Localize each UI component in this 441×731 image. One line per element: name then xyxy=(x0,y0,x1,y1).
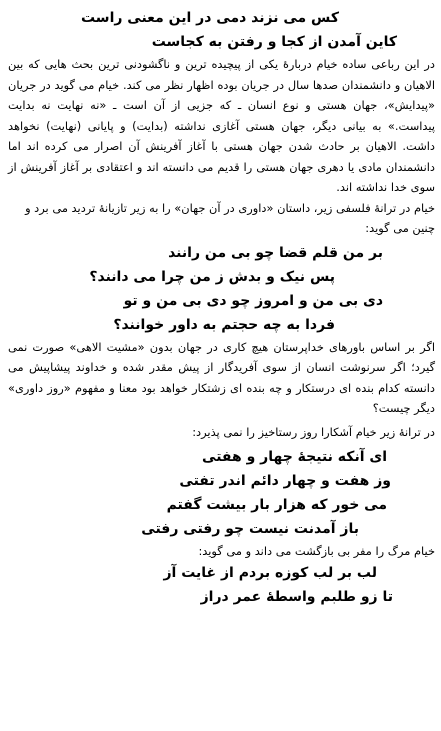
quatrain-1-line-3: دی بی من و امروز چو دی بی من و تو xyxy=(123,292,383,309)
paragraph-2: اگر بر اساس باورهای خداپرستان هیچ کاری در جهان بدون «مشیت الاهی» صورت نمی گیرد؛ اگر سرنوشت انسان از سوی آفریدگار از پیش مقدر شده و خداوند پیشاپیش می دانسته کدام بنده ای درستکار و چه بنده ای زشتکار خواهد بود معنا و مفهوم «روز داوری» دیگر چیست؟ xyxy=(8,339,435,415)
quatrain-3-line-2: تا زو طلبم واسطهٔ عمر دراز xyxy=(200,588,393,605)
book-page xyxy=(8,6,435,725)
verse-intro-3: خیام مرگ را مفر بی بازگشت می داند و می گوید: xyxy=(198,543,435,558)
opening-verse-2: کاین آمدن از کجا و رفتن به کجاست xyxy=(151,34,397,50)
quatrain-1-line-4: فردا به چه حجتم به داور خوانند؟ xyxy=(113,316,335,333)
quatrain-1-line-1: بر من قلم قضا چو بی من رانند xyxy=(168,244,383,261)
paragraph-1: در این رباعی ساده خیام دربارهٔ یکی از پیچیده ترین و ناگشودنی ترین بحث هایی که بین الاهیان و دانشمندان صدها سال در جریان بوده اظهار نظر می کند. خیام می گوید در جریان «پیدایش»، جهان هستی و نوع انسان ـ که جزیی از آن است ـ «نه نهایت نه بدایت پیداست.» به بیانی دیگر، جهان هستی آغازی نداشته (بدایت) و پایانی (نهایت) نخواهد داشت. الاهیان بر حادث شدن جهان هستی با آغاز آفرینش آن اصرار می کرده اند اما دانشمندان مادی یا دهری جهان هستی را قدیم می دانسته اند و اعتقادی بر آغاز آفرینش از سوی خدا نداشته اند. xyxy=(8,57,435,194)
quatrain-3-line-1: لب بر لب کوزه بردم از غایت آز xyxy=(163,564,377,581)
quatrain-2-line-2: وز هفت و چهار دائم اندر تفتی xyxy=(179,472,391,489)
quatrain-1-line-2: پس نیک و بدش ز من چرا می دانند؟ xyxy=(89,268,335,285)
verse-intro-2: در ترانهٔ زیر خیام آشکارا روز رستاخیز را نمی پذیرد: xyxy=(192,424,435,439)
quatrain-2-line-3: می خور که هزار بار بیشت گفتم xyxy=(166,496,387,513)
opening-verse-1: کس می نزند دمی در این معنی راست xyxy=(80,10,339,26)
quatrain-2-line-4: باز آمدنت نیست چو رفتی رفتی xyxy=(141,520,359,537)
quatrain-2-line-1: ای آنکه نتیجهٔ چهار و هفتی xyxy=(202,448,387,465)
verse-intro-1: خیام در ترانهٔ فلسفی زیر، داستان «داوری در آن جهان» را به زیر تازیانهٔ تردید می برد و چنین می گوید: xyxy=(25,200,435,235)
